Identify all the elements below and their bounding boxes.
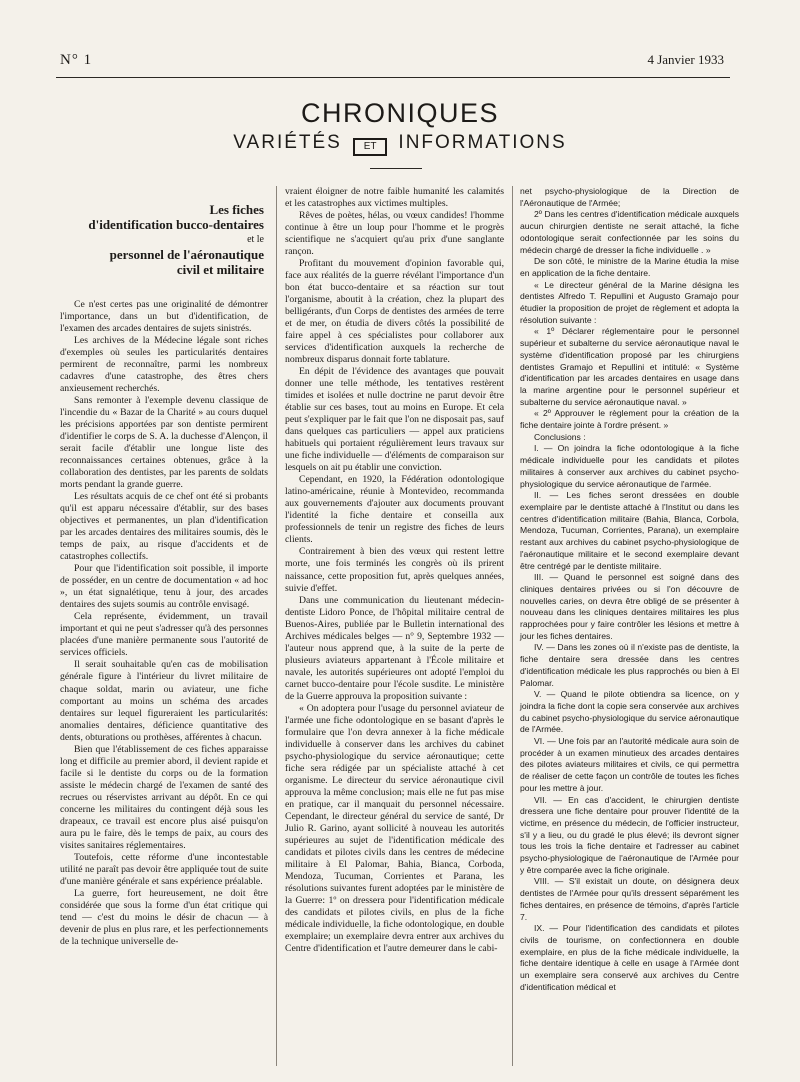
column-1-text	[60, 299, 268, 948]
paragraph: Dans une communication du lieutenant médecin-dentiste Lidoro Ponce, de l'hôpital militaire central de Buenos-Aires, publiée par le Bulletin international des Archives médicales belges — n° 9, Septembre 1932 — l'auteur nous apprend que, à la suite de la perte de plusieurs aviateurs appartenant à l'École militaire et navale, les autorités supérieures ont adopté l'emploi du carnet bucco-dentaire pour l'école susdite. Le ministère de la Guerre approuva la proposition suivante :	[285, 594, 504, 702]
title-line-3: et le	[247, 234, 264, 245]
paragraph: Cependant, en 1920, la Fédération odontologique latino-américaine, réunie à Montevideo, recommanda aux gouvernements d'ajouter aux documents prouvant l'identité la fiche dentaire et conseilla aux professionnels de tenir un registre des fiches de leurs clients.	[285, 474, 504, 546]
paragraph: Il serait souhaitable qu'en cas de mobilisation générale figure à l'intérieur du livret militaire de chaque soldat, marin ou aviateur, une fiche comportant au moins un schéma des arcades dentaires sur lequel figureraient les particularités: anomalies dentaires, déficience quantitative des dents, obturations ou prothèses, afférentes à chacun.	[60, 659, 268, 743]
paragraph: 2º Dans les centres d'identification médicale auxquels aucun chirurgien dentiste ne serait attaché, la fiche odontologique serait confectionnée par les soins du médecin chargé de dresser la fiche individuelle . »	[520, 209, 739, 255]
paragraph: IX. — Pour l'identification des candidats et pilotes civils de tourisme, on confectionnera en double exemplaire, en plus de la fiche médicale individuelle, la fiche dentaire identique à celle en usage à l'Armée dont un exemplaire sera conservé aux archives du Centre d'identification médical et	[520, 923, 739, 992]
paragraph: Profitant du mouvement d'opinion favorable qui, face aux réalités de la guerre révélant l'importance d'un bon état bucco-dentaire et sa réaction sur tout l'organisme, aboutit à la création, chez la plupart des belligérants, d'un Corps de dentistes des armées de terre et de mer, on étudia de divers côtés la possibilité de faire appel à ces spécialistes pour collaborer aux services d'identification auxquels la recherche de nombreux disparus donnait forte tablature.	[285, 258, 504, 366]
title-line-1: Les fiches	[209, 202, 264, 217]
issue-number: N° 1	[60, 52, 93, 68]
paragraph: Les archives de la Médecine légale sont riches d'exemples où seules les particularités dentaires permirent de reconnaître, parmi les nombreux cadavres d'une catastrophe, des êtres chers anxieusement recherchés.	[60, 335, 268, 395]
paragraph: vraient éloigner de notre faible humanité les calamités et les catastrophes aux victimes multiples.	[285, 186, 504, 210]
paragraph: Conclusions :	[534, 431, 586, 442]
paragraph: II. — Les fiches seront dressées en double exemplaire par le dentiste attaché à l'Institut ou dans les centres d'identification militaire (Bahia, Blanca, Corbola, Mendoza, Tucuman, Corrientes, Parana), un exemplaire restant aux archives du cabinet psycho-physiologique de l'aéronautique militaire et le second exemplaire devant être centrégé par le dentiste militaire.	[520, 490, 739, 571]
header-rule	[56, 77, 730, 78]
paragraph: Cela représente, évidemment, un travail important et qui ne peut s'adresser qu'à des personnes placées d'une manière permanente sous l'autorité de services officiels.	[60, 611, 268, 659]
column-divider-2	[512, 186, 513, 1066]
paragraph: V. — Quand le pilote obtiendra sa licence, on y joindra la fiche dont la copie sera conservée aux archives du cabinet psycho-physiologique du service aéronautique de l'Armée.	[520, 689, 739, 735]
paragraph: « 1º Déclarer réglementaire pour le personnel supérieur et subalterne du service aéronautique naval le système d'identification proposé par les chirurgiens dentistes Gramajo et Repullini et intitulé: « Système d'identification par les arcades dentaires en usage dans la marine argentine pour le personnel supérieur et subalterne du service aéronautique naval. »	[520, 326, 739, 407]
section-title: CHRONIQUES	[300, 98, 499, 128]
subtitle-right: INFORMATIONS	[398, 132, 567, 153]
paragraph: « 2º Approuver le règlement pour la création de la fiche dentaire jointe à l'ordre présent. »	[520, 408, 739, 431]
paragraph: De son côté, le ministre de la Marine étudia la mise en application de la fiche dentaire.	[520, 256, 739, 278]
paragraph: IV. — Dans les zones où il n'existe pas de dentiste, la fiche dentaire sera dressée dans les centres d'identification médicale les plus rapprochés ou bien à El Palomar.	[520, 642, 739, 688]
paragraph: VIII. — S'il existait un doute, on désignera deux dentistes de l'Armée pour qu'ils dressent séparément les fiches dentaires, en présence de témoins, d'après l'article 7.	[520, 876, 739, 922]
paragraph: VII. — En cas d'accident, le chirurgien dentiste dressera une fiche dentaire pour prouver l'identité de la victime, en présence du médecin, de l'officier instructeur, s'il y a lieu, ou du gradé le plus élevé; ils devront signer tous les trois la fiche dentaire et l'adresser au cabinet psycho-physiologique de l'aéronautique de l'Armée pour y être comparée avec la fiche originale.	[520, 794, 739, 875]
title-rule	[370, 168, 422, 169]
column-3	[520, 186, 739, 994]
paragraph: III. — Quand le personnel est soigné dans des cliniques dentaires privées ou si l'on découvre de nouvelles caries, on devra être obligé de se présenter à nouveau dans les cliniques dentaires militaires les plus rapprochées pour y faire contrôler les lésions et mettre à jour les fiches dentaires.	[520, 572, 739, 641]
paragraph: Contrairement à bien des vœux qui restent lettre morte, une fois terminés les congrès où ils prirent naissance, cette proposition fut, après quelques années, suivie d'effet.	[285, 546, 504, 594]
paragraph: Bien que l'établissement de ces fiches apparaisse long et difficile au premier abord, il devient rapide et facile si le dentiste du corps ou de la formation assiste le médecin chargé de l'examen de santé des recrues ou réservistes arrivant au dépôt. En ce qui concerne les militaires du contingent déjà sous les drapeaux, ce travail est encore plus aisé puisqu'on aura pu le faire, dès le temps de paix, au cours des visites sanitaires réglementaires.	[60, 743, 268, 851]
section-subtitle	[0, 132, 800, 156]
column-1	[60, 192, 268, 948]
title-line-4: personnel de l'aéronautique	[109, 247, 264, 262]
paragraph: Sans remonter à l'exemple devenu classique de l'incendie du « Bazar de la Charité » au cours duquel les précisions apportées par son dentiste permirent d'identifier le corps de S. A. la duchesse d'Alençon, il serait facile d'établir une longue liste des reconnaissances certaines obtenues, grâce à la collaboration des dentistes, par les parents de soldats morts pendant la grande guerre.	[60, 395, 268, 491]
paragraph: Ce n'est certes pas une originalité de démontrer l'importance, dans un but d'identification, de l'examen des arcades dentaires de sujets sinistrés.	[60, 299, 268, 335]
paragraph: Pour que l'identification soit possible, il importe de posséder, en un centre de documentation « ad hoc », un état signalétique, tenu à jour, des arcades dentaires des sujets soumis au contrôle envisagé.	[60, 563, 268, 611]
title-line-2: d'identification bucco-dentaires	[88, 217, 264, 232]
article-title	[60, 202, 264, 277]
column-2	[285, 186, 504, 955]
paragraph: La guerre, fort heureusement, ne doit être considérée que sous la forme d'un état critique qui tend — c'est du moins le désir de chacun — à devenir de plus en plus rare, et les perfectionnements de la technique universelle de-	[60, 887, 268, 947]
paragraph: Toutefois, cette réforme d'une incontestable utilité ne paraît pas devoir être appliquée tout de suite d'une manière générale et sans expérience préalable.	[60, 851, 268, 887]
paragraph: VI. — Une fois par an l'autorité médicale aura soin de procéder à un examen minutieux des arcades dentaires des pilotes aviateurs militaires et civils, ce qui permettra de réaliser de cette façon un contrôle de toutes les fiches pour les mettre à jour.	[520, 736, 739, 793]
subtitle-left: VARIÉTÉS	[233, 132, 342, 153]
issue-date: 4 Janvier 1933	[647, 52, 724, 67]
paragraph: Rêves de poètes, hélas, ou vœux candides! l'homme continue à être un loup pour l'homme et le progrès scientifique ne s'acquiert qu'au prix d'une sanglante rançon.	[285, 210, 504, 258]
paragraph: « Le directeur général de la Marine désigna les dentistes Alfredo T. Repullini et Augusto Gramajo pour étudier la proposition de projet de règlement et adopta la résolution suivante :	[520, 279, 739, 325]
paragraph: En dépit de l'évidence des avantages que pouvait donner une telle méthode, les tentatives restèrent timides et isolées et nulle doctrine ne parut devoir être établie sur ces bases, tout au moins en Europe. Et cela peut s'expliquer par le fait que l'on ne disposait pas, sauf dans quelques cas particuliers — appel aux praticiens habituels qui portaient régulièrement leurs travaux sur une fiche individuelle — d'éléments de comparaison sur lesquels on ait pu établir une conviction.	[285, 366, 504, 474]
paragraph: net psycho-physiologique de la Direction de l'Aéronautique de l'Armée;	[520, 186, 739, 208]
ornament-et: ET	[353, 138, 387, 156]
column-divider-1	[276, 186, 277, 1066]
paragraph: I. — On joindra la fiche odontologique à la fiche médicale individuelle pour les candidats et pilotes militaires à conserver aux archives du cabinet psycho-physiologique du service aéronautique de l'armée.	[520, 443, 739, 489]
paragraph: « On adoptera pour l'usage du personnel aviateur de l'armée une fiche odontologique en se basant d'après le formulaire que l'on devra annexer à la fiche médicale individuelle à conserver dans les archives du cabinet psycho-physiologique du service aéronautique; cette fiche sera rédigée par un spécialiste attaché à cet organisme. Le directeur du service aéronautique civil approuva la même conclusion; mais elle ne fut pas mise en pratique, car il manquait du personnel nécessaire. Cependant, le directeur général du service de santé, Dr Julio R. Garino, ayant sollicité à nouveau les autorités supérieures au sujet de l'identification médicale des candidats et pilotes civils dans les centres de médecine militaire à El Palomar, Bahia, Bianca, Corboda, Mendoza, Tucuman, Corrientes et Parana, les résolutions suivantes furent adoptées par le ministère de la Guerre: 1º on dressera pour l'identification médicale des candidats et pilotes civils, en plus de la fiche médicale individuelle, la fiche odontologique, en double exemplaire; un exemplaire devra entrer aux archives du Centre d'identification et l'autre demeurer dans le cabi-	[285, 702, 504, 954]
paragraph: Les résultats acquis de ce chef ont été si probants qu'il est apparu nécessaire d'établir, sur des bases objectives et permanentes, un plan d'identification par les arcades dentaires des militaires soumis, dès le temps de paix, au risque d'accidents et de catastrophes collectifs.	[60, 491, 268, 563]
title-line-5: civil et militaire	[176, 262, 264, 277]
